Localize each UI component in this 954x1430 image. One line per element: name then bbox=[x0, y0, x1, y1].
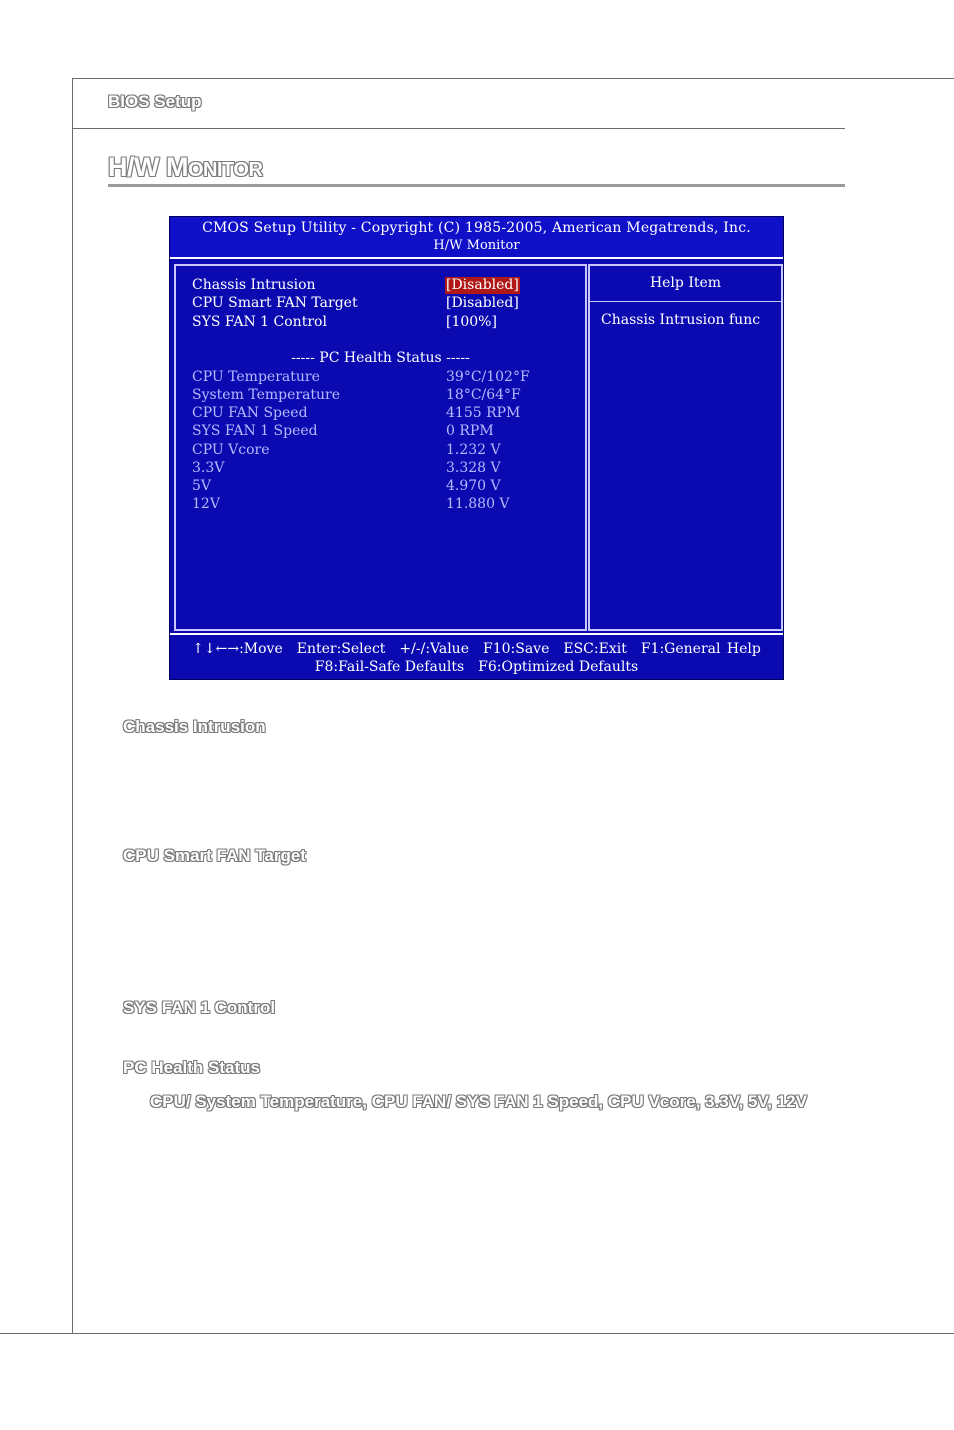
page-left-rule bbox=[72, 78, 73, 1334]
page-title-small: ONITOR bbox=[187, 159, 263, 181]
reading-label: 5V bbox=[192, 478, 212, 494]
bios-footer-separator bbox=[170, 633, 783, 635]
key-hint-save: F10:Save bbox=[482, 641, 550, 657]
bios-main-panel bbox=[174, 264, 587, 631]
page-bottom-rule bbox=[0, 1333, 954, 1334]
help-item-text: Chassis Intrusion func bbox=[601, 312, 761, 328]
reading-label: CPU FAN Speed bbox=[192, 405, 308, 421]
reading-value: 11.880 V bbox=[446, 496, 510, 512]
item-heading-sys-fan-1-control: SYS FAN 1 Control bbox=[123, 998, 276, 1017]
help-item-title: Help Item bbox=[649, 275, 722, 291]
reading-value: 4155 RPM bbox=[446, 405, 521, 421]
pc-health-status-heading: ----- PC Health Status ----- bbox=[291, 350, 470, 366]
bios-header-separator bbox=[170, 257, 783, 259]
reading-label: SYS FAN 1 Speed bbox=[192, 423, 318, 439]
key-hint-select: Enter:Select bbox=[296, 641, 386, 657]
setting-chassis-intrusion-value[interactable]: [Disabled] bbox=[446, 277, 519, 293]
title-rule bbox=[108, 184, 845, 187]
key-hint-optimized: F6:Optimized Defaults bbox=[478, 659, 639, 675]
setting-sys-fan-1-control[interactable]: SYS FAN 1 Control bbox=[192, 314, 327, 330]
reading-value: 18°C/64°F bbox=[446, 387, 521, 403]
setting-cpu-smart-fan-target-value[interactable]: [Disabled] bbox=[446, 295, 519, 311]
help-separator bbox=[590, 301, 781, 302]
bios-screen-title: H/W Monitor bbox=[433, 238, 520, 253]
header-rule bbox=[72, 128, 845, 129]
reading-label: 3.3V bbox=[192, 460, 225, 476]
running-head: BIOS Setup bbox=[108, 92, 202, 111]
reading-value: 3.328 V bbox=[446, 460, 501, 476]
item-heading-chassis-intrusion: Chassis Intrusion bbox=[123, 717, 266, 736]
page-title-big: H/W M bbox=[108, 152, 188, 182]
page-title bbox=[108, 152, 262, 183]
key-hint-help: F1:General Help bbox=[640, 641, 761, 657]
key-hint-value: +/-/:Value bbox=[399, 641, 469, 657]
setting-cpu-smart-fan-target[interactable]: CPU Smart FAN Target bbox=[192, 295, 358, 311]
bios-key-legend-line2 bbox=[170, 659, 783, 675]
reading-label: 12V bbox=[192, 496, 220, 512]
setting-chassis-intrusion[interactable]: Chassis Intrusion bbox=[192, 277, 316, 293]
reading-value: 0 RPM bbox=[446, 423, 494, 439]
reading-label: CPU Vcore bbox=[192, 442, 270, 458]
key-hint-fail-safe: F8:Fail-Safe Defaults bbox=[314, 659, 465, 675]
bios-header bbox=[170, 217, 783, 257]
bios-help-panel bbox=[588, 264, 783, 631]
key-hint-move: ↑↓←→:Move bbox=[192, 641, 283, 657]
bios-screenshot bbox=[169, 216, 784, 680]
page-top-rule bbox=[72, 78, 954, 79]
item-heading-pc-health-status: PC Health Status bbox=[123, 1058, 260, 1077]
setting-sys-fan-1-control-value[interactable]: [100%] bbox=[446, 314, 497, 330]
item-body-pc-health-status: CPU/ System Temperature, CPU FAN/ SYS FAN 1 Speed, CPU Vcore, 3.3V, 5V, 12V bbox=[150, 1092, 807, 1111]
bios-key-legend-line1 bbox=[170, 641, 783, 657]
key-hint-exit: ESC:Exit bbox=[563, 641, 627, 657]
reading-value: 1.232 V bbox=[446, 442, 501, 458]
bios-copyright-line: CMOS Setup Utility - Copyright (C) 1985-2005, American Megatrends, Inc. bbox=[202, 220, 751, 236]
item-heading-cpu-smart-fan-target: CPU Smart FAN Target bbox=[123, 846, 306, 865]
reading-value: 39°C/102°F bbox=[446, 369, 530, 385]
reading-value: 4.970 V bbox=[446, 478, 501, 494]
reading-label: System Temperature bbox=[192, 387, 341, 403]
reading-label: CPU Temperature bbox=[192, 369, 320, 385]
